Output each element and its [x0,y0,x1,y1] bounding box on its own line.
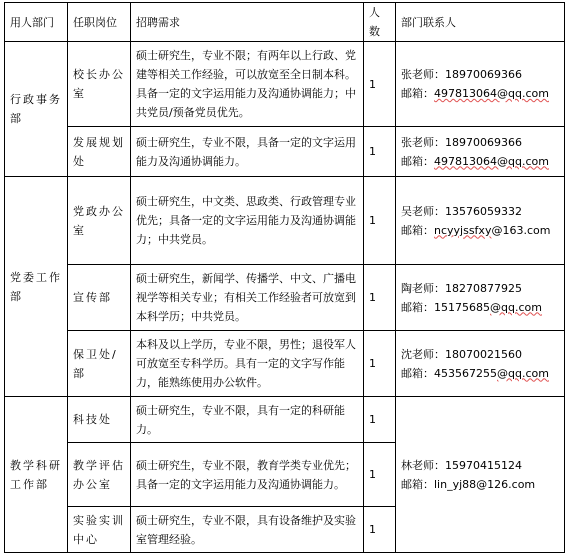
table-row [5,127,565,177]
requirement-cell: 硕士研究生，中文类、思政类、行政管理专业优先；具备一定的文字运用能力及沟通协调能力；中共党员。 [131,177,364,265]
contact-name: 张老师：18970069366 [401,68,522,81]
count-cell: 1 [364,42,396,127]
contact-cell [396,265,565,331]
dept-cell: 党委工作部 [5,177,68,397]
requirement-cell: 硕士研究生，专业不限，具有一定的科研能力。 [131,397,364,443]
email-domain: @126.com [476,477,536,491]
count-cell: 1 [364,127,396,177]
email-label: 邮箱： [401,154,434,168]
table-row [5,397,565,443]
position-cell: 教学评估办公室 [68,443,131,507]
contact-name: 张老师：18970069366 [401,135,522,149]
contact-email [401,298,559,317]
email-label: 邮箱： [401,366,434,380]
contact-name: 陶老师：18270877925 [401,281,522,295]
email-user: 453567255 [434,366,497,380]
email-domain: @qq.com [497,154,549,168]
email-user: 497813064 [434,87,497,100]
contact-email [401,221,559,240]
contact-cell [396,42,565,127]
count-cell: 1 [364,443,396,507]
position-cell: 校长办公室 [68,42,131,127]
email-domain: @qq.com [497,366,549,380]
contact-cell [396,331,565,397]
contact-email [401,475,559,494]
contact-cell [396,127,565,177]
email-label: 邮箱： [401,223,434,237]
table-row [5,331,565,397]
position-cell: 实验实训中心 [68,507,131,553]
contact-name: 吴老师：13576059332 [401,204,522,218]
email-label: 邮箱： [401,300,434,314]
requirement-cell: 硕士研究生，专业不限，具备一定的文字运用能力及沟通协调能力。 [131,127,364,177]
contact-cell [396,177,565,265]
position-cell: 保卫处/部 [68,331,131,397]
contact-email [401,84,559,103]
requirement-cell: 硕士研究生，专业不限，具有设备维护及实验室管理经验。 [131,507,364,553]
count-cell: 1 [364,507,396,553]
header-contact: 部门联系人 [396,3,565,42]
table-row [5,265,565,331]
requirement-cell: 硕士研究生，专业不限，教育学类专业优先；具备一定的文字运用能力及沟通协调能力。 [131,443,364,507]
header-position: 任职岗位 [68,3,131,42]
email-user: lin_yj88 [434,477,477,491]
header-requirement: 招聘需求 [131,3,364,42]
email-domain: @163.com [491,223,551,237]
email-domain: @qq.com [497,87,549,100]
requirement-cell: 硕士研究生，新闻学、传播学、中文、广播电视学等相关专业；有相关工作经验者可放宽到本科学历；中共党员。 [131,265,364,331]
position-cell: 宣传部 [68,265,131,331]
count-cell: 1 [364,177,396,265]
email-user: 15175685 [434,300,490,314]
dept-cell: 行政事务部 [5,42,68,177]
position-cell: 科技处 [68,397,131,443]
contact-cell [396,397,565,553]
table-row [5,42,565,127]
email-user: 497813064 [434,154,497,168]
email-label: 邮箱： [401,87,434,100]
email-user: ncyyjssfxy [434,223,492,237]
contact-email [401,152,559,171]
count-cell: 1 [364,331,396,397]
email-label: 邮箱： [401,477,434,491]
contact-name: 沈老师：18070021560 [401,347,522,361]
table-row [5,177,565,265]
count-cell: 1 [364,397,396,443]
email-domain: @qq.com [490,300,542,314]
contact-email [401,364,559,383]
count-cell: 1 [364,265,396,331]
requirement-cell: 硕士研究生，专业不限；有两年以上行政、党建等相关工作经验，可以放宽至全日制本科。具备一定的文字运用能力及沟通协调能力；中共党员/预备党员优先。 [131,42,364,127]
header-row [5,3,565,42]
position-cell: 党政办公室 [68,177,131,265]
header-dept: 用人部门 [5,3,68,42]
requirement-cell: 本科及以上学历，专业不限，男性；退役军人可放宽至专科学历。具有一定的文字写作能力，能熟练使用办公软件。 [131,331,364,397]
contact-name: 林老师：15970415124 [401,458,522,472]
position-cell: 发展规划处 [68,127,131,177]
dept-cell: 教学科研工作部 [5,397,68,553]
header-count: 人数 [364,3,396,42]
recruitment-table [4,2,565,553]
